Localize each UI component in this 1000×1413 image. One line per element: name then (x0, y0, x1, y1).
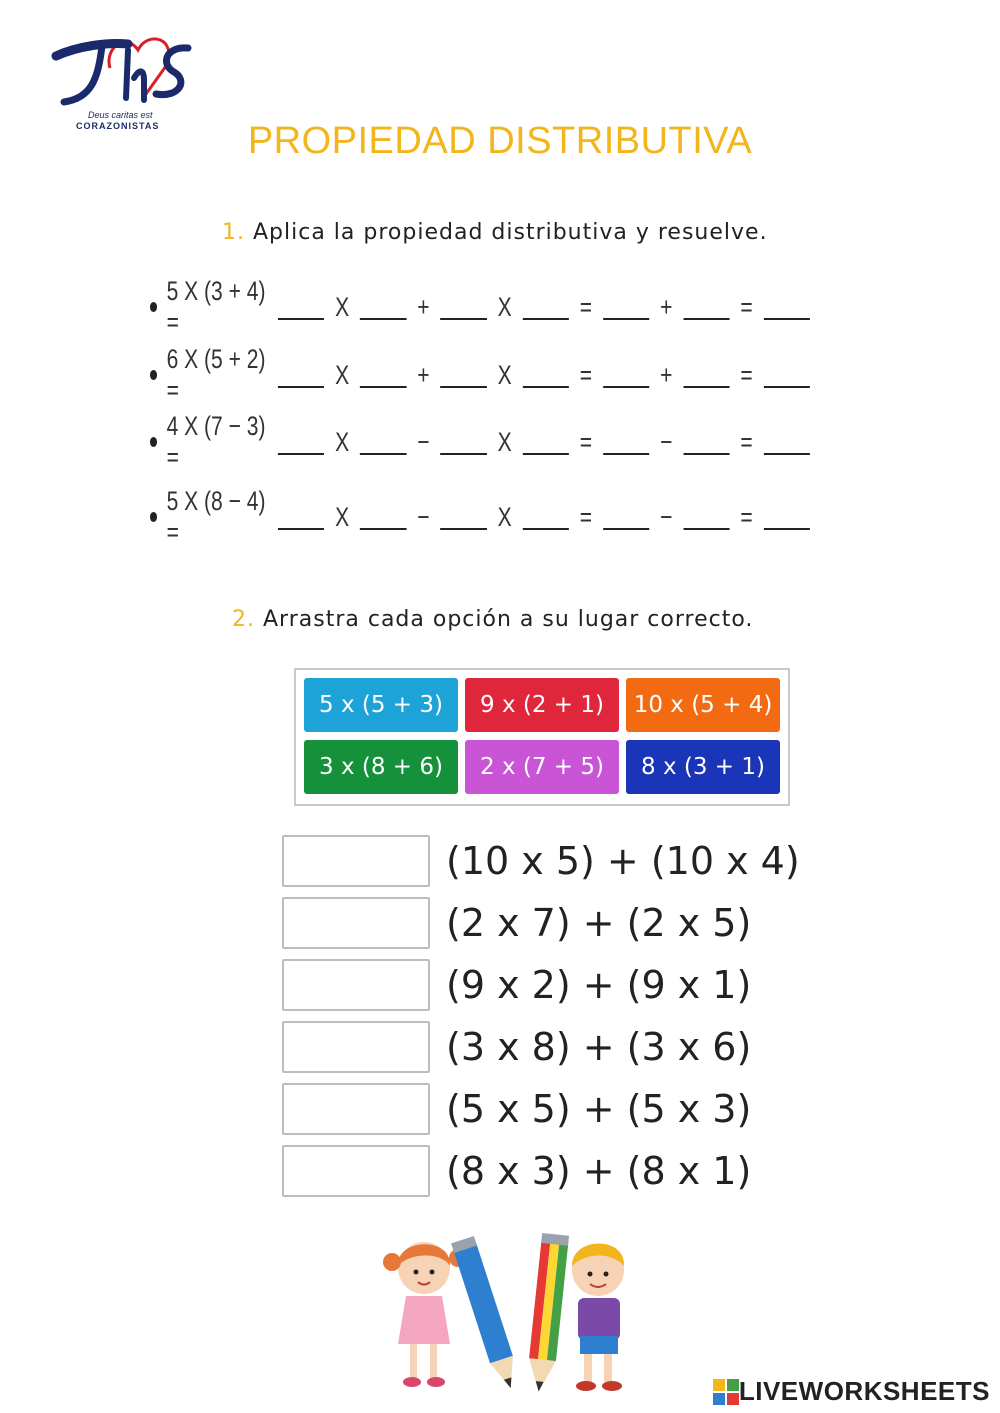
times-sign: X (335, 426, 350, 457)
kids-pencils-icon (376, 1232, 646, 1402)
instruction-text: Aplica la propiedad distributiva y resuelve. (253, 220, 768, 245)
bullet-icon (150, 437, 157, 447)
answer-blank[interactable] (441, 362, 487, 388)
answer-blank[interactable] (683, 362, 729, 388)
equals-sign: = (740, 426, 753, 457)
answer-blank[interactable] (603, 504, 649, 530)
answer-blank[interactable] (441, 294, 487, 320)
equals-sign: = (579, 359, 593, 390)
equals-sign: = (740, 501, 753, 532)
liveworksheets-logo-icon (713, 1379, 739, 1405)
liveworksheets-wordmark: LIVEWORKSHEETS (738, 1376, 990, 1406)
match-row (282, 897, 751, 949)
equals-sign: = (579, 501, 593, 532)
times-sign: X (497, 501, 512, 532)
answer-blank[interactable] (441, 504, 487, 530)
equals-sign: = (579, 426, 593, 457)
answer-blank[interactable] (683, 504, 729, 530)
target-expression: (9 x 2) + (9 x 1) (446, 963, 752, 1007)
drop-target-box[interactable] (282, 897, 430, 949)
option-chip[interactable]: 3 x (8 + 6) (304, 740, 458, 794)
drop-target-box[interactable] (282, 1021, 430, 1073)
instruction-2 (232, 607, 753, 632)
target-expression: (8 x 3) + (8 x 1) (446, 1149, 752, 1193)
answer-blank[interactable] (360, 429, 406, 455)
answer-blank[interactable] (360, 294, 406, 320)
answer-blank[interactable] (683, 429, 729, 455)
equation-row (150, 486, 813, 547)
equation-row (150, 344, 813, 405)
times-sign: X (497, 291, 512, 322)
drop-target-box[interactable] (282, 959, 430, 1011)
answer-blank[interactable] (764, 429, 810, 455)
equals-sign: = (579, 291, 593, 322)
equals-sign: = (740, 291, 753, 322)
drop-target-box[interactable] (282, 1083, 430, 1135)
option-chip[interactable]: 10 x (5 + 4) (626, 678, 780, 732)
operator-sign: + (660, 359, 673, 390)
instruction-number: 2. (232, 607, 255, 632)
answer-blank[interactable] (441, 429, 487, 455)
answer-blank[interactable] (603, 294, 649, 320)
answer-blank[interactable] (278, 294, 324, 320)
option-chip[interactable]: 9 x (2 + 1) (465, 678, 619, 732)
answer-blank[interactable] (278, 362, 324, 388)
equation-expression: 5 X (3 + 4) = (166, 276, 266, 337)
bullet-icon (150, 302, 157, 312)
option-chip[interactable]: 5 x (5 + 3) (304, 678, 458, 732)
target-expression: (3 x 8) + (3 x 6) (446, 1025, 752, 1069)
operator-sign: + (660, 291, 673, 322)
answer-blank[interactable] (523, 362, 569, 388)
target-expression: (2 x 7) + (2 x 5) (446, 901, 752, 945)
times-sign: X (497, 426, 512, 457)
match-row (282, 835, 800, 887)
bullet-icon (150, 370, 157, 380)
liveworksheets-brand (713, 1376, 990, 1407)
answer-blank[interactable] (764, 294, 810, 320)
operator-sign: − (660, 501, 673, 532)
logo-graphic-icon (48, 28, 198, 118)
instruction-number: 1. (222, 220, 245, 245)
equation-expression: 4 X (7 − 3) = (166, 411, 266, 472)
times-sign: X (497, 359, 512, 390)
target-expression: (5 x 5) + (5 x 3) (446, 1087, 752, 1131)
answer-blank[interactable] (764, 362, 810, 388)
answer-blank[interactable] (523, 429, 569, 455)
drop-target-box[interactable] (282, 835, 430, 887)
answer-blank[interactable] (764, 504, 810, 530)
equation-row (150, 276, 813, 337)
answer-blank[interactable] (523, 294, 569, 320)
operator-sign: + (417, 359, 430, 390)
match-row (282, 959, 751, 1011)
bullet-icon (150, 512, 157, 522)
answer-blank[interactable] (360, 504, 406, 530)
answer-blank[interactable] (523, 504, 569, 530)
operator-sign: − (660, 426, 673, 457)
operator-sign: − (417, 501, 430, 532)
times-sign: X (335, 501, 350, 532)
match-row (282, 1145, 751, 1197)
match-row (282, 1083, 751, 1135)
equation-row (150, 411, 813, 472)
logo-name: CORAZONISTAS (76, 121, 160, 131)
equation-expression: 6 X (5 + 2) = (166, 344, 266, 405)
times-sign: X (335, 359, 350, 390)
answer-blank[interactable] (683, 294, 729, 320)
instruction-text: Arrastra cada opción a su lugar correcto. (263, 607, 754, 632)
option-chip[interactable]: 8 x (3 + 1) (626, 740, 780, 794)
kids-with-pencils-illustration (376, 1232, 646, 1402)
operator-sign: + (417, 291, 430, 322)
page-title: PROPIEDAD DISTRIBUTIVA (247, 120, 753, 162)
equation-expression: 5 X (8 − 4) = (166, 486, 266, 547)
answer-blank[interactable] (278, 504, 324, 530)
answer-blank[interactable] (278, 429, 324, 455)
match-row (282, 1021, 751, 1073)
answer-blank[interactable] (360, 362, 406, 388)
target-expression: (10 x 5) + (10 x 4) (446, 839, 800, 883)
option-chip[interactable]: 2 x (7 + 5) (465, 740, 619, 794)
times-sign: X (335, 291, 350, 322)
answer-blank[interactable] (603, 429, 649, 455)
operator-sign: − (417, 426, 430, 457)
equals-sign: = (740, 359, 753, 390)
logo-motto: Deus caritas est (88, 110, 153, 120)
options-palette (294, 668, 790, 806)
drop-target-box[interactable] (282, 1145, 430, 1197)
answer-blank[interactable] (603, 362, 649, 388)
instruction-1 (222, 220, 768, 245)
